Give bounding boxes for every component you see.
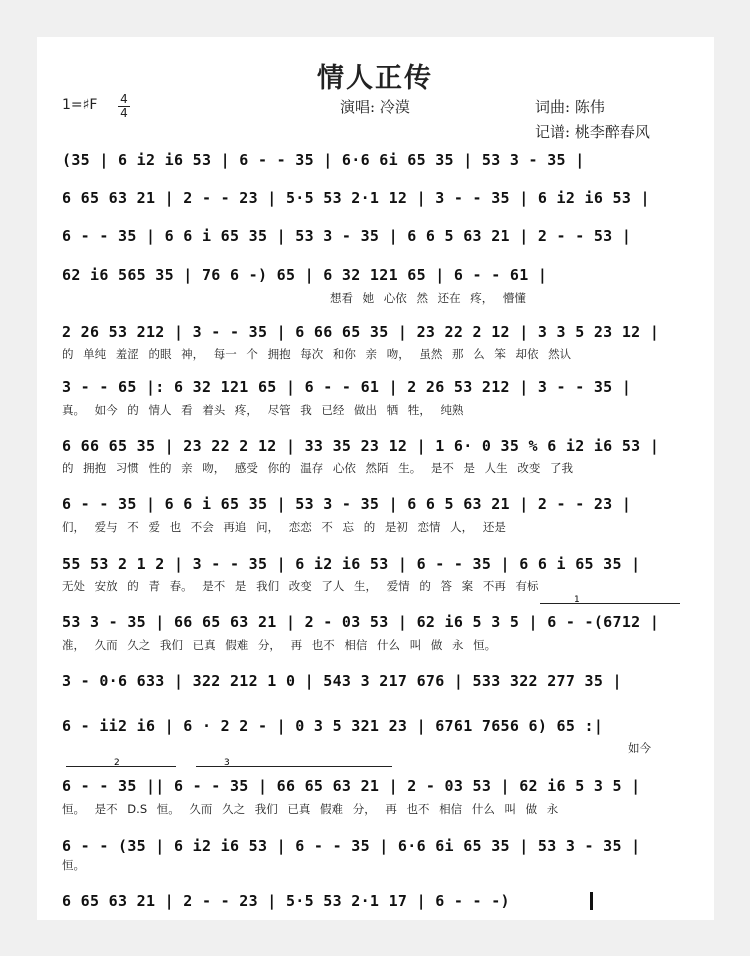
notation-row: 3 - 0·6 633 | 322 212 1 0 | 543 3 217 676 | 533 322 277 35 | (62, 672, 622, 690)
lyric-row: 无处 安放 的 青 春。 是不 是 我们 改变 了人 生， 爱情 的 答 案 不再 有标 (62, 579, 539, 593)
lyric-row: 如今 (628, 741, 651, 755)
volta-number: 3 (224, 758, 230, 768)
notation-row: 6 - - (35 | 6 i2 i6 53 | 6 - - 35 | 6·6 6i 65 35 | 53 3 - 35 | (62, 837, 641, 855)
notation-row: 55 53 2 1 2 | 3 - - 35 | 6 i2 i6 53 | 6 - - 35 | 6 6 i 65 35 | (62, 555, 641, 573)
time-signature-top: 4 (120, 92, 128, 106)
volta-number: 2 (114, 758, 120, 768)
notation-row: 6 65 63 21 | 2 - - 23 | 5·5 53 2·1 12 | 3 - - 35 | 6 i2 i6 53 | (62, 189, 650, 207)
lyric-row: 的 拥抱 习惯 性的 亲 吻， 感受 你的 温存 心依 然陌 生。 是不 是 人生 改变 了我 (62, 461, 573, 475)
volta-bracket-3 (196, 758, 392, 768)
transcriber-credit: 记谱: 桃李醉春风 (535, 123, 650, 141)
notation-row: 6 - - 35 || 6 - - 35 | 66 65 63 21 | 2 - 03 53 | 62 i6 5 3 5 | (62, 777, 641, 795)
notation-row: 53 3 - 35 | 66 65 63 21 | 2 - 03 53 | 62 i6 5 3 5 | 6 - -(6712 | (62, 613, 660, 631)
notation-row: 2 26 53 212 | 3 - - 35 | 6 66 65 35 | 23 22 2 12 | 3 3 5 23 12 | (62, 323, 660, 341)
composer-credit: 词曲: 陈伟 (535, 98, 605, 116)
lyric-row: 想看 她 心依 然 还在 疼， 懵懂 (330, 291, 526, 305)
notation-row: 6 - - 35 | 6 6 i 65 35 | 53 3 - 35 | 6 6 5 63 21 | 2 - - 53 | (62, 227, 632, 245)
notation-row: (35 | 6 i2 i6 53 | 6 - - 35 | 6·6 6i 65 35 | 53 3 - 35 | (62, 151, 585, 169)
lyric-row: 恒。 是不 D.S 恒。 久而 久之 我们 已真 假难 分， 再 也不 相信 什么 叫 做 永 (62, 802, 559, 816)
lyric-row: 恒。 (62, 858, 85, 872)
notation-row: 6 - ii2 i6 | 6 · 2 2 - | 0 3 5 321 23 | 6761 7656 6) 65 :| (62, 717, 604, 735)
volta-number: 1 (574, 595, 580, 605)
singer-credit: 演唱: 冷漠 (340, 98, 410, 116)
lyric-row: 的 单纯 羞涩 的眼 神， 每一 个 拥抱 每次 和你 亲 吻， 虽然 那 么 笨 却依 然认 (62, 347, 572, 361)
volta-bracket-2 (66, 758, 176, 768)
volta-bracket-1 (540, 595, 680, 605)
notation-row: 6 65 63 21 | 2 - - 23 | 5·5 53 2·1 17 | 6 - - -) (62, 892, 510, 910)
final-barline (590, 892, 593, 910)
lyric-row: 真。 如今 的 情人 看 着头 疼， 尽管 我 已经 做出 牺 牲， 纯熟 (62, 403, 464, 417)
time-signature (118, 94, 130, 119)
time-signature-bottom: 4 (120, 106, 128, 120)
notation-row: 6 - - 35 | 6 6 i 65 35 | 53 3 - 35 | 6 6 5 63 21 | 2 - - 23 | (62, 495, 632, 513)
notation-row: 6 66 65 35 | 23 22 2 12 | 33 35 23 12 | 1 6· 0 35 % 6 i2 i6 53 | (62, 437, 660, 455)
notation-row: 3 - - 65 |: 6 32 121 65 | 6 - - 61 | 2 26 53 212 | 3 - - 35 | (62, 378, 632, 396)
lyric-row: 们， 爱与 不 爱 也 不会 再追 问， 恋恋 不 忘 的 是初 恋情 人， 还是 (62, 520, 506, 534)
song-title: 情人正传 (317, 63, 433, 94)
key-signature: 1=♯F (62, 97, 98, 113)
notation-row: 62 i6 565 35 | 76 6 -) 65 | 6 32 121 65 | 6 - - 61 | (62, 266, 548, 284)
lyric-row: 准， 久而 久之 我们 已真 假难 分， 再 也不 相信 什么 叫 做 永 恒。 (62, 638, 497, 652)
